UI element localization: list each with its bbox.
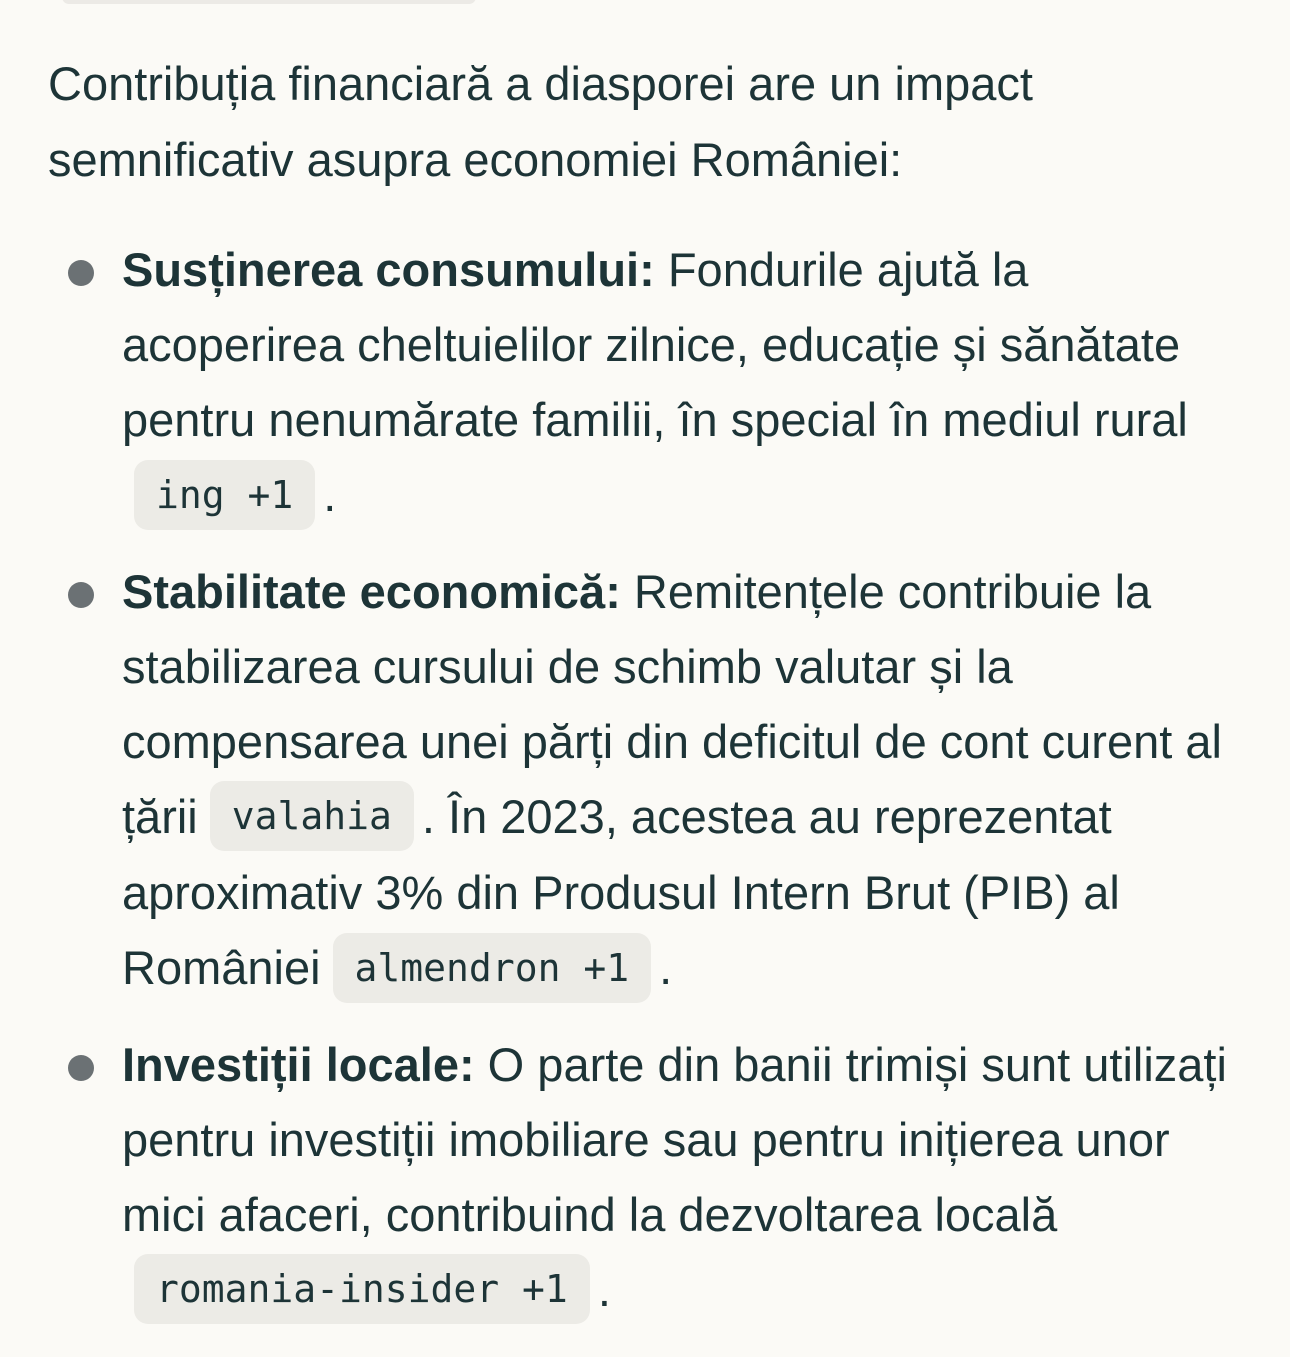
list-item-stability [0,554,1290,1007]
citation-chip-romania-insider[interactable]: romania-insider +1 [134,1254,590,1324]
citation-chip-almendron[interactable]: almendron +1 [333,933,652,1003]
impact-list [0,232,1290,1348]
citation-chip-valahia[interactable]: valahia [210,781,414,851]
bullet-term: Investiții locale: [122,1037,475,1091]
bullet-punctuation: . [597,1262,611,1316]
bullet-icon [68,1055,94,1081]
list-item-investments [0,1027,1290,1329]
bullet-icon [68,260,94,286]
citation-chip-ing[interactable]: ing +1 [134,460,315,530]
list-item-consumption [0,232,1290,534]
bullet-punctuation: . [323,468,337,521]
bullet-text: Remitențele contribuie la stabilizarea cursului de schimb valutar și la compensarea unei părți din deficitul de cont curent al țării [122,564,1222,843]
previous-citation-chip[interactable] [62,0,476,4]
bullet-text: O parte din banii trimiși sunt utilizați pentru investiții imobiliare sau pentru inițierea unor mici afaceri, contribuind la dezvoltarea locală [122,1037,1227,1241]
intro-paragraph: Contribuția financiară a diasporei are un impact semnificativ asupra economiei României: [48,57,1033,186]
bullet-punctuation: . [659,941,673,995]
bullet-term: Susținerea consumului: [122,243,655,296]
bullet-term: Stabilitate economică: [122,564,621,618]
bullet-icon [68,582,94,608]
bullet-text: Fondurile ajută la acoperirea cheltuielilor zilnice, educație și sănătate pentru nenumărate familii, în special în mediul rural [122,243,1188,446]
bullet-text-continued: . În 2023, acestea au reprezentat aproximativ 3% din Produsul Intern Brut (PIB) al României [122,789,1120,995]
